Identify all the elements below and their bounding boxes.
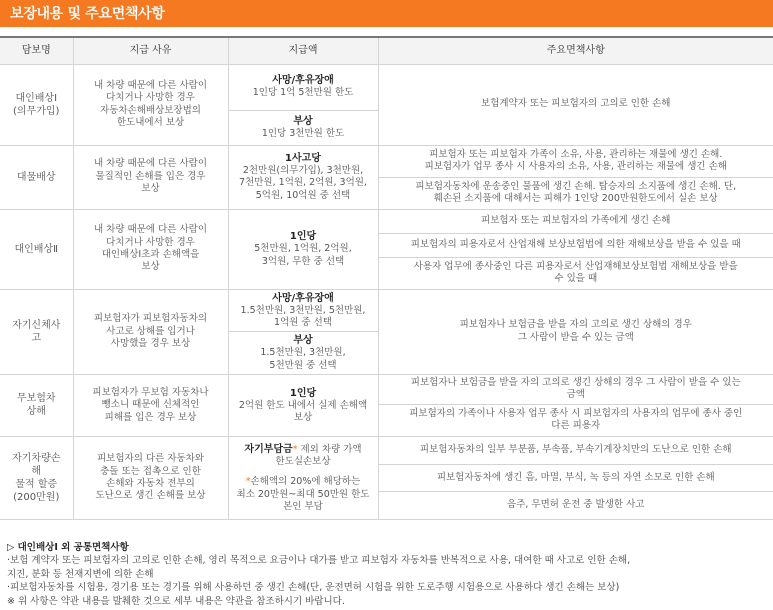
coverage-name: 대인배상Ⅱ <box>0 209 73 289</box>
exclusion-text: 피보험자의 피용자로서 산업재해 보상보험법에 의한 재해보상을 받을 수 있을 때 <box>378 233 773 257</box>
exclusion-text: 음주, 무면허 운전 중 발생한 사고 <box>378 491 773 519</box>
coverage-name: 자기신체사 고 <box>0 289 73 374</box>
payment-amount: 자기부담금* 제외 차량 가액 한도실손보상 *손해액의 20%에 해당하는 최소 20만원~최대 50만원 한도 본인 부담 <box>228 436 378 519</box>
exclusion-text: 피보험자동차에 생긴 흠, 마멸, 부식, 녹 등의 자연 소모로 인한 손해 <box>378 464 773 491</box>
payment-amount: 사망/후유장애 1.5천만원, 3천만원, 5천만원, 1억원 중 선택 <box>228 289 378 332</box>
notes-line: ·피보험자동차를 시험용, 경기용 또는 경기를 위해 사용하던 중 생긴 손해(단, 운전면허 시험을 위한 도로주행 시험용으로 사용하다 생긴 손해는 보상) <box>7 582 620 594</box>
notes-title: ▷ 대인배상Ⅰ 외 공통면책사항 <box>7 542 129 553</box>
column-header-reason: 지급 사유 <box>73 37 228 64</box>
section-title: 보장내용 및 주요면책사항 <box>10 6 165 22</box>
payment-reason: 피보험자의 다른 자동차와 충돌 또는 접촉으로 인한 손해와 자동차 전부의 도난으로 생긴 손해를 보상 <box>73 436 228 519</box>
exclusion-text: 피보험자나 보험금을 받을 자의 고의로 생긴 상해의 경우 그 사람이 받을 수 있는 금액 <box>378 289 773 374</box>
table-row <box>0 145 773 177</box>
payment-amount: 부상 1.5천만원, 3천만원, 5천만원 중 선택 <box>228 332 378 375</box>
table-header-row <box>0 37 773 64</box>
payment-amount: 1인당 5천만원, 1억원, 2억원, 3억원, 무한 중 선택 <box>228 209 378 289</box>
payment-amount: 1인당 2억원 한도 내에서 실제 손해액 보상 <box>228 374 378 436</box>
coverage-table <box>0 36 773 520</box>
section-header <box>0 0 773 27</box>
notes-line: ·보험 계약자 또는 피보험자의 고의로 인한 손해, 영리 목적으로 요금이나 대가를 받고 피보험자 자동차를 반복적으로 사용, 대여한 때 사고로 인한 손해, <box>7 555 631 567</box>
table-row <box>0 289 773 332</box>
column-header-coverage: 담보명 <box>0 37 73 64</box>
exclusion-text: 피보험자나 보험금을 받을 자의 고의로 생긴 상해의 경우 그 사람이 받을 수 있는 금액 <box>378 374 773 404</box>
coverage-name: 대물배상 <box>0 145 73 209</box>
payment-reason: 내 차량 때문에 다른 사람이 다치거나 사망한 경우 대인배상Ⅰ초과 손해액을 보상 <box>73 209 228 289</box>
notes-line: ※ 위 사항은 약관 내용을 발췌한 것으로 세부 내용은 약관을 참조하시기 바랍니다. <box>7 595 345 607</box>
common-exclusions-notes <box>7 541 767 608</box>
column-header-exclusions: 주요면책사항 <box>378 37 773 64</box>
exclusion-text: 피보험자동차에 운송중인 물품에 생긴 손해. 탑승자의 소지품에 생긴 손해. 단, 훼손된 소지품에 대해서는 피해가 1인당 200만원한도에서 실손 보상 <box>378 177 773 209</box>
column-header-amount: 지급액 <box>228 37 378 64</box>
payment-reason: 내 차량 때문에 다른 사람이 물질적인 손해를 입은 경우 보상 <box>73 145 228 209</box>
table-row <box>0 374 773 404</box>
coverage-name: 대인배상Ⅰ (의무가입) <box>0 64 73 145</box>
exclusion-text: 보험계약자 또는 피보험자의 고의로 인한 손해 <box>378 64 773 145</box>
exclusion-text: 피보험자 또는 피보험자 가족이 소유, 사용, 관리하는 재물에 생긴 손해. 피보험자가 업무 종사 시 사용자의 소유, 사용, 관리하는 재물에 생긴 손해 <box>378 145 773 177</box>
exclusion-text: 사용자 업무에 종사중인 다른 피용자로서 산업재해보상보험법 재해보상을 받을 수 있을 때 <box>378 257 773 289</box>
payment-amount: 사망/후유장애 1인당 1억 5천만원 한도 <box>228 64 378 110</box>
payment-amount: 부상 1인당 3천만원 한도 <box>228 110 378 145</box>
exclusion-text: 피보험자의 가족이나 사용자 업무 종사 시 피보험자의 사용자의 업무에 종사 중인 다른 피용자 <box>378 404 773 436</box>
coverage-name: 자기차량손 해 물적 할증 (200만원) <box>0 436 73 519</box>
table-row <box>0 436 773 464</box>
table-row <box>0 64 773 110</box>
exclusion-text: 피보험자동차의 일부 부분품, 부속품, 부속기계장치만의 도난으로 인한 손해 <box>378 436 773 464</box>
payment-reason: 피보험자가 피보험자동차의 사고로 상해를 입거나 사망했을 경우 보상 <box>73 289 228 374</box>
table-row <box>0 209 773 233</box>
coverage-name: 무보험차 상해 <box>0 374 73 436</box>
exclusion-text: 피보험자 또는 피보험자의 가족에게 생긴 손해 <box>378 209 773 233</box>
payment-reason: 피보험자가 무보험 자동차나 뺑소니 때문에 신체적인 피해를 입은 경우 보상 <box>73 374 228 436</box>
payment-amount: 1사고당 2천만원(의무가입), 3천만원, 7천만원, 1억원, 2억원, 3억원, 5억원, 10억원 중 선택 <box>228 145 378 209</box>
payment-reason: 내 차량 때문에 다른 사람이 다치거나 사망한 경우 자동차손해배상보장법의 한도내에서 보상 <box>73 64 228 145</box>
notes-line: 지진, 분화 등 천재지변에 의한 손해 <box>7 568 154 580</box>
